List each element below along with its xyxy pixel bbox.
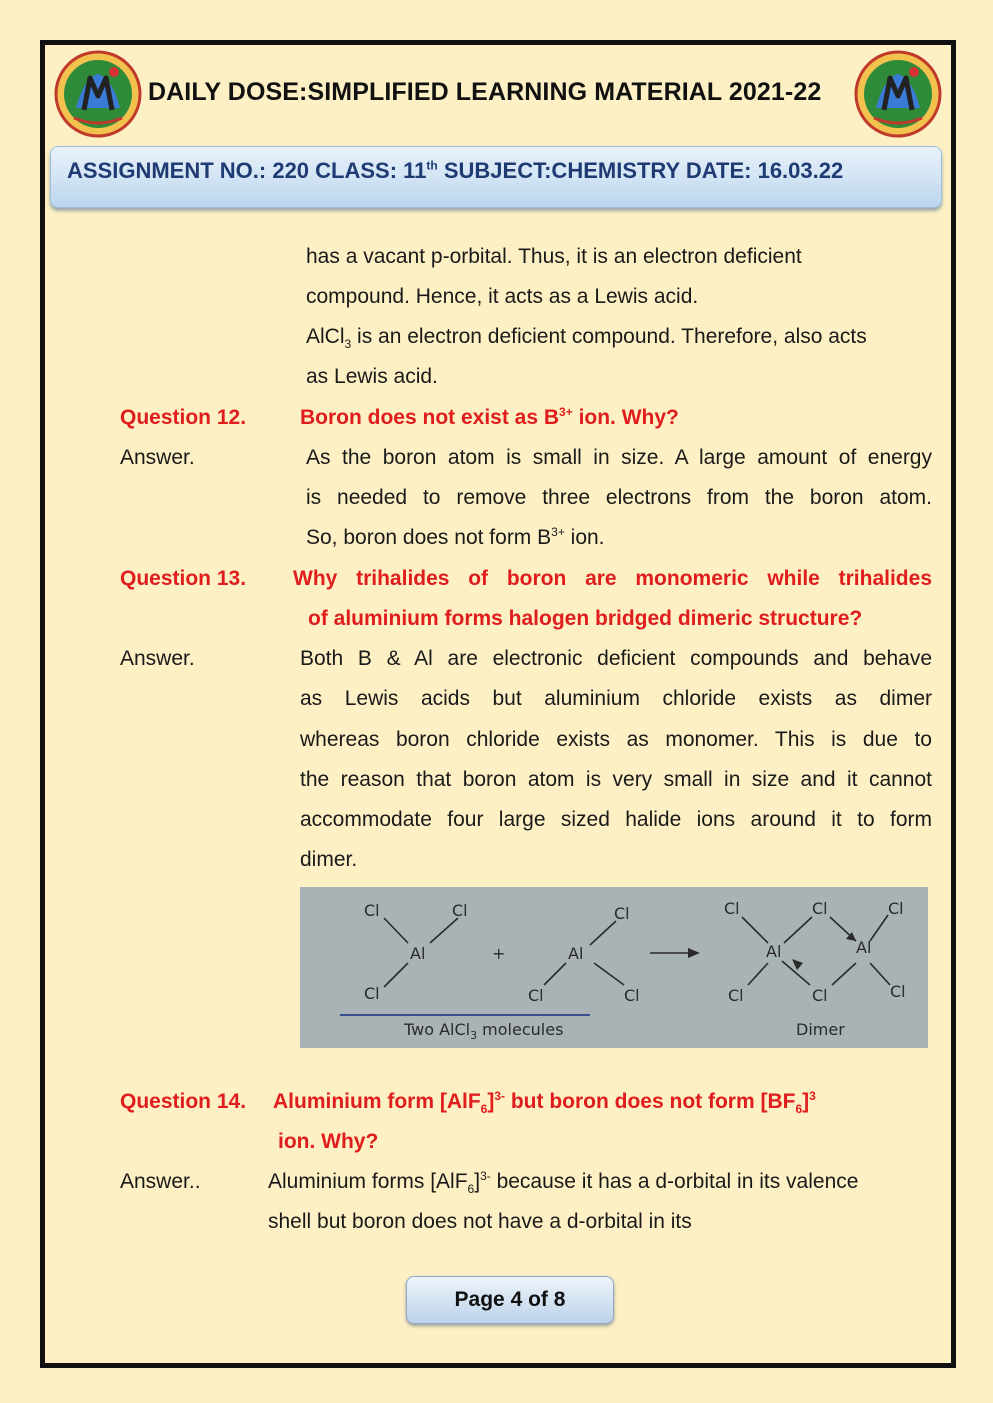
answer-13-line: as Lewis acids but aluminium chloride exists as dimer: [300, 687, 932, 710]
school-logo-right: [854, 48, 942, 140]
question-13-label: Question 13.: [120, 567, 247, 590]
cl-atom: Cl: [890, 982, 906, 1001]
cl-atom: Cl: [812, 899, 828, 918]
answer-13-label: Answer.: [120, 647, 195, 670]
cl-atom: Cl: [812, 986, 828, 1005]
question-12-label: Question 12.: [120, 406, 247, 429]
cl-atom: Cl: [528, 986, 544, 1005]
answer-13-line: whereas boron chloride exists as monomer. This is due to: [300, 728, 932, 751]
answer-13-line: the reason that boron atom is very small in size and it cannot: [300, 768, 932, 791]
plus-sign: +: [492, 944, 506, 963]
cl-atom: Cl: [364, 901, 380, 920]
al-atom: Al: [410, 944, 426, 963]
cl-atom: Cl: [614, 904, 630, 923]
cl-atom: Cl: [724, 899, 740, 918]
answer-14-line: shell but boron does not have a d-orbital in its: [268, 1210, 692, 1233]
cl-atom: Cl: [364, 984, 380, 1003]
assignment-info: ASSIGNMENT NO.: 220 CLASS: 11th SUBJECT:CHEMISTRY DATE: 16.03.22: [67, 158, 844, 183]
alcl3-dimerization-figure: [300, 887, 928, 1048]
continuation-line: has a vacant p-orbital. Thus, it is an electron deficient: [306, 245, 802, 268]
header-title: DAILY DOSE:SIMPLIFIED LEARNING MATERIAL 2021-22: [148, 78, 822, 106]
cl-atom: Cl: [888, 899, 904, 918]
cl-atom: Cl: [624, 986, 640, 1005]
assignment-bar: [50, 146, 942, 208]
question-14-text: Aluminium form $[AlF_6]^{3-}$ but boron does not form $[BF_6]^3$: [273, 1089, 816, 1117]
answer-12-label: Answer.: [120, 446, 195, 469]
question-12-text: Boron does not exist as $B^{3+}$ ion. Why?: [300, 405, 679, 429]
figure-label-left: Two AlCl$_3$ molecules: [404, 1020, 564, 1042]
page-indicator-button[interactable]: Page 4 of 8: [406, 1276, 614, 1324]
al-atom: Al: [766, 942, 782, 961]
answer-14-label: Answer..: [120, 1170, 201, 1193]
answer-13-line: Both B & Al are electronic deficient compounds and behave: [300, 647, 932, 670]
question-14-label: Question 14.: [120, 1090, 247, 1113]
al-atom: Al: [856, 938, 872, 957]
cl-atom: Cl: [728, 986, 744, 1005]
continuation-line: compound. Hence, it acts as a Lewis acid.: [306, 285, 699, 308]
question-14-text: ion. Why?: [278, 1130, 379, 1153]
answer-14-line: Aluminium forms $[AlF_6]^{3-}$ because it has a d-orbital in its valence: [268, 1169, 859, 1197]
answer-12-line: So, boron does not form $B^{3+}$ ion.: [306, 525, 605, 549]
answer-12-line: is needed to remove three electrons from the boron atom.: [306, 486, 932, 509]
question-13-text: Why trihalides of boron are monomeric while trihalides: [293, 567, 932, 590]
answer-13-line: dimer.: [300, 848, 358, 871]
figure-label-right: Dimer: [796, 1020, 845, 1039]
school-logo-left: [54, 48, 142, 140]
answer-12-line: As the boron atom is small in size. A large amount of energy: [306, 446, 932, 469]
answer-13-line: accommodate four large sized halide ions around it to form: [300, 808, 932, 831]
cl-atom: Cl: [452, 901, 468, 920]
question-13-text: of aluminium forms halogen bridged dimeric structure?: [308, 607, 863, 630]
continuation-line: as Lewis acid.: [306, 365, 438, 388]
continuation-line: AlCl$_3$ is an electron deficient compound. Therefore, also acts: [306, 325, 867, 352]
al-atom: Al: [568, 944, 584, 963]
